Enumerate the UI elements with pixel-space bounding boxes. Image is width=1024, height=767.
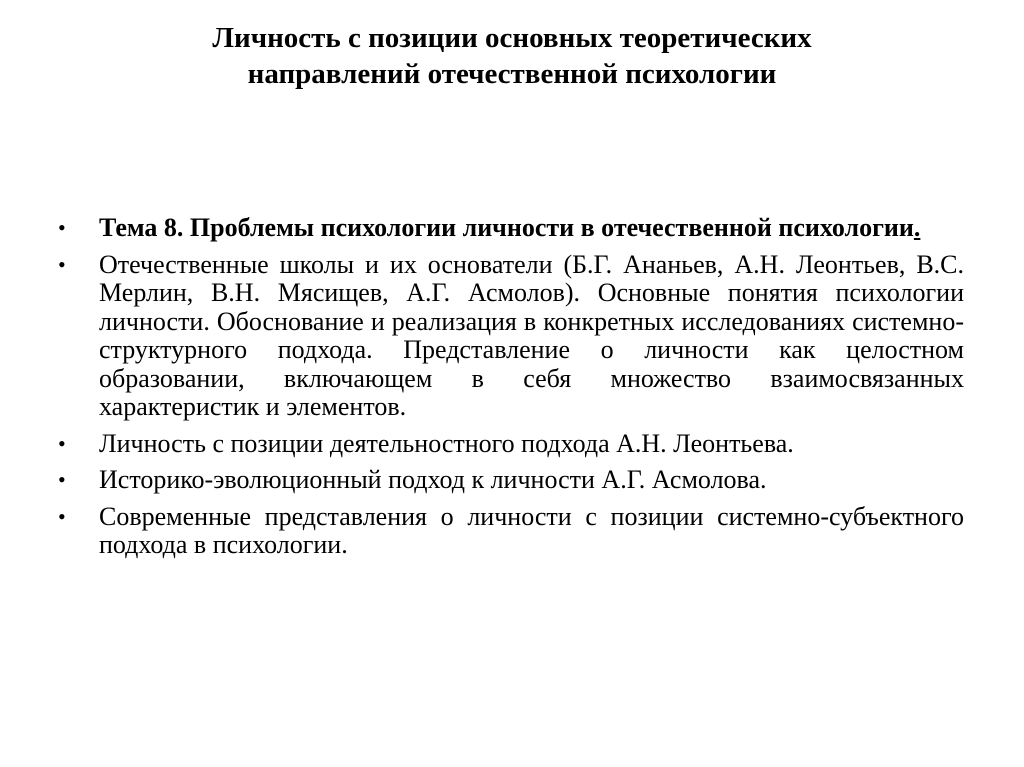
list-item-text — [99, 213, 920, 242]
list-item — [58, 214, 964, 243]
bullet-icon: • — [58, 430, 66, 456]
list-item-text: Отечественные школы и их основатели (Б.Г. Ананьев, А.Н. Леонтьев, В.С. Мерлин, В.Н. Мясищев, А.Г. Асмолов). Основные понятия психологии личности. Обоснование и реализация в конкретных исследованиях системно-структурного подхода. Представление о личности как целостном образовании, включающем в себя множество взаимосвязанных характеристик и элементов. — [99, 249, 964, 421]
list-item-text: Современные представления о личности с позиции системно-субъектного подхода в психологии. — [99, 501, 964, 559]
list-item-text: Личность с позиции деятельностного подхода А.Н. Леонтьева. — [99, 428, 794, 458]
bullet-list — [58, 214, 964, 568]
list-item — [58, 503, 964, 560]
list-item-text-suffix: . — [913, 213, 921, 242]
slide-title — [100, 20, 924, 92]
bullet-icon: • — [58, 215, 66, 240]
bullet-icon: • — [58, 503, 66, 529]
slide-title-line-1: Личность с позиции основных теоретических — [212, 22, 812, 54]
list-item — [58, 466, 964, 495]
list-item-text: Историко-эволюционный подход к личности А.Г. Асмолова. — [99, 465, 767, 494]
bullet-icon: • — [58, 251, 66, 277]
list-item — [58, 430, 964, 459]
bullet-icon: • — [58, 467, 66, 492]
list-item — [58, 251, 964, 422]
slide-title-line-2: направлений отечественной психологии — [247, 58, 777, 90]
list-item-text-main: Тема 8. Проблемы психологии личности в отечественной психологии — [99, 213, 914, 242]
